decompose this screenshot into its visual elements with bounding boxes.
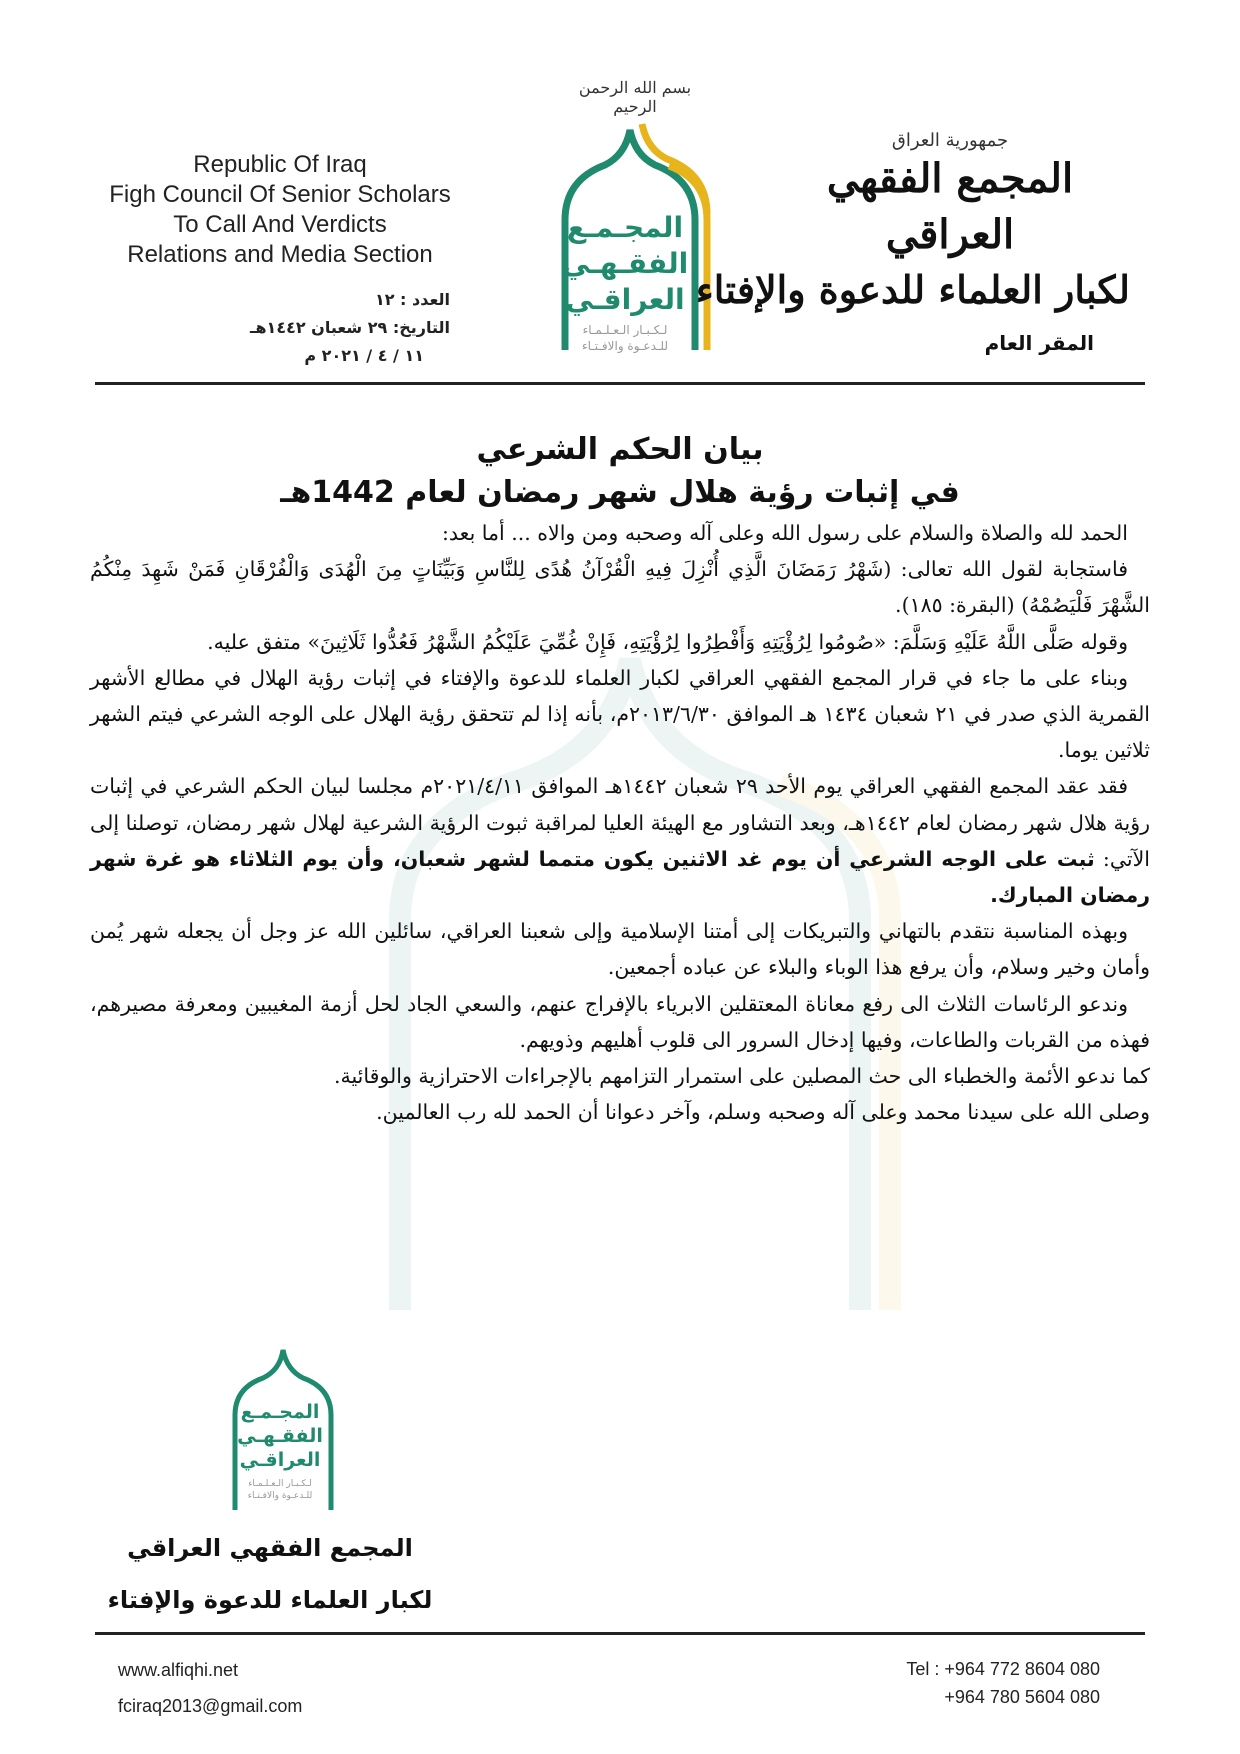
signature-logo-subtitle: لـكـبـار الـعـلـمـاء للـدعـوة والافـتـاء <box>247 1479 313 1501</box>
date-gregorian: ١١ / ٤ / ٢٠٢١ م <box>304 346 424 365</box>
statement-body <box>90 515 1150 1130</box>
logo-subtitle: لـكـبـار الـعـلـمـاء للـدعـوة والافـتـاء <box>581 323 669 353</box>
english-section: Relations and Media Section <box>127 241 433 268</box>
body-detainees-appeal: وندعو الرئاسات الثلاث الى رفع معاناة المعتقلين الابرياء بالإفراج عنهم، والسعي الجاد لحل أزمة المغيبين ومعرفة مصيرهم، فهذه من القربات والطاعات، وفيها إدخال السرور الى قلوب أهليهم وذويهم. <box>90 991 1150 1052</box>
english-country: Republic Of Iraq <box>193 151 367 178</box>
arabic-country: جمهورية العراق <box>891 130 1009 151</box>
body-opening: الحمد لله والصلاة والسلام على رسول الله وعلى آله وصحبه ومن والاه ... أما بعد: <box>442 521 1128 545</box>
arabic-org-name: المجمع الفقهي العراقي <box>826 155 1074 258</box>
footer-phone-2[interactable]: +964 780 5604 080 <box>944 1687 1100 1707</box>
body-closing: وصلى الله على سيدنا محمد وعلى آله وصحبه وسلم، وآخر دعوانا أن الحمد لله رب العالمين. <box>376 1100 1150 1125</box>
statement-subtitle: في إثبات رؤية هلال شهر رمضان لعام 1442هـ <box>280 475 960 510</box>
body-previous-decision: وبناء على ما جاء في قرار المجمع الفقهي العراقي لكبار العلماء للدعوة والإفتاء في إثبات رؤية الهلال في مطالع الأشهر القمرية الذي صدر في ٢١ شعبان ١٤٣٤ هـ الموافق ٢٠١٣/٦/٣٠م، بأنه إذا لم تتحقق رؤية الهلال على الوجه الشرعي فيتم الشهر ثلاثين يوما. <box>90 665 1151 763</box>
footer-contact-phone <box>860 1655 1100 1711</box>
basmala: بسم الله الرحمن الرحيم <box>578 78 692 116</box>
body-decision <box>90 768 1150 913</box>
body-congratulations: وبهذه المناسبة نتقدم بالتهاني والتبريكات إلى أمتنا الإسلامية وإلى شعبنا العراقي، سائلين الله عز وجل أن يجعله شهر يُمن وأمان وخير وسلام، وأن يرفع هذا الوباء والبلاء عن عباده أجمعين. <box>90 919 1150 980</box>
arabic-letterhead <box>695 130 1130 355</box>
logo-name: المجـمـع الفقـهـي العراقـي <box>561 211 689 316</box>
english-letterhead <box>80 150 480 270</box>
date-hijri: التاريخ: ٢٩ شعبان ١٤٤٢هـ <box>249 318 450 337</box>
reference-block <box>240 286 450 370</box>
english-org-purpose: To Call And Verdicts <box>173 211 387 238</box>
english-org-name: Figh Council Of Senior Scholars <box>109 181 451 208</box>
signature-line2: لكبار العلماء للدعوة والإفتاء <box>107 1586 433 1614</box>
body-decision-verdict: ثبت على الوجه الشرعي أن يوم غد الاثنين يكون متمما لشهر شعبان، وأن يوم الثلاثاء هو غرة شهر رمضان المبارك. <box>90 846 1150 908</box>
body-decision-intro: فقد عقد المجمع الفقهي العراقي يوم الأحد ٢٩ شعبان ١٤٤٢هـ الموافق ٢٠٢١/٤/١١م مجلسا لبيان الحكم الشرعي في إثبات رؤية هلال شهر رمضان لعام ١٤٤٢هـ، وبعد التشاور مع الهيئة العليا لمراقبة ثبوت الرؤية الشرعية لهلال شهر رمضان، توصلنا إلى الآتي: <box>90 774 1150 871</box>
signature-line1: المجمع الفقهي العراقي <box>127 1534 413 1562</box>
statement-title: بيان الحكم الشرعي <box>476 432 764 467</box>
footer-website[interactable]: www.alfiqhi.net <box>118 1660 239 1680</box>
footer-phone-1[interactable]: Tel : +964 772 8604 080 <box>906 1659 1100 1679</box>
arabic-org-purpose: لكبار العلماء للدعوة والإفتاء <box>695 267 1130 312</box>
reference-number: العدد : ١٢ <box>374 290 450 309</box>
footer-contact-online <box>118 1652 302 1724</box>
body-quran-quote: فاستجابة لقول الله تعالى: (شَهْرُ رَمَضَانَ الَّذِي أُنْزِلَ فِيهِ الْقُرْآنُ هُدًى لِلنَّاسِ وَبَيِّنَاتٍ مِنَ الْهُدَى وَالْفُرْقَانِ فَمَنْ شَهِدَ مِنْكُمُ الشَّهْرَ فَلْيَصُمْهُ) (البقرة: ١٨٥). <box>90 557 1150 618</box>
footer-email[interactable]: fciraq2013@gmail.com <box>118 1696 303 1716</box>
signature <box>100 1522 440 1626</box>
body-hadith-quote: وقوله صَلَّى اللَّهُ عَلَيْهِ وَسَلَّمَ: «صُومُوا لِرُؤْيَتِهِ وَأَفْطِرُوا لِرُؤْيَتِهِ، فَإِنْ غُمِّيَ عَلَيْكُمُ الشَّهْرُ فَعُدُّوا ثَلَاثِينَ» متفق عليه. <box>207 629 1128 654</box>
footer-divider <box>95 1632 1145 1635</box>
headquarters-label: المقر العام <box>984 331 1094 355</box>
signature-logo-name: المجـمـع الفقـهـي العراقـي <box>237 1401 323 1471</box>
body-precautions-appeal: كما ندعو الأئمة والخطباء الى حث المصلين على استمرار التزامهم بالإجراءات الاحترازية والوقائية. <box>333 1064 1150 1089</box>
header-divider <box>95 382 1145 385</box>
